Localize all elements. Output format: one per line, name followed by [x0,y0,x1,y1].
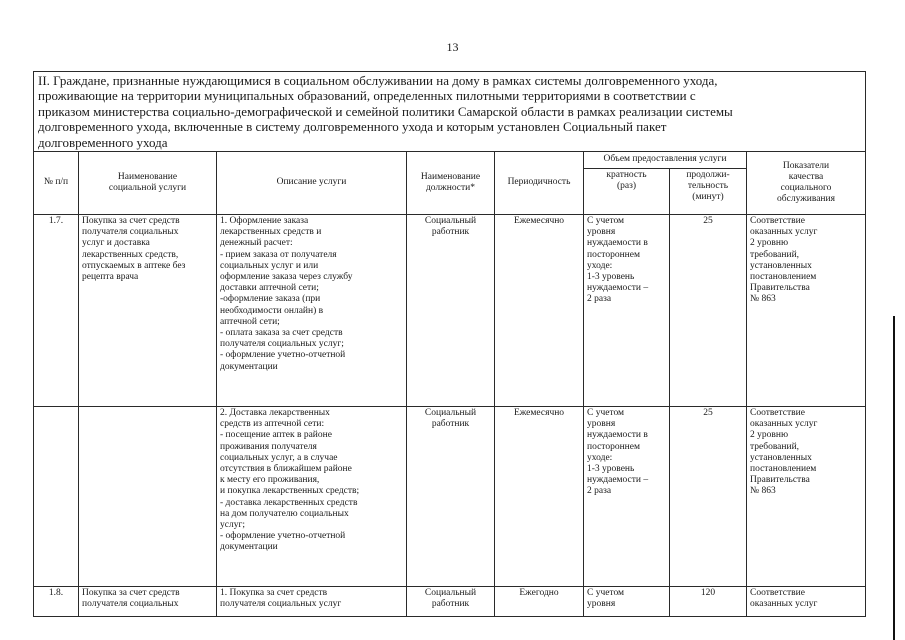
row-periodicity: Ежемесячно [495,407,584,587]
cell-text-line: 2. Доставка лекарственных [220,408,330,419]
cell-text-line: на дом получателю социальных [220,508,349,519]
cell-text-line: 2 раза [587,294,612,305]
cell-text-line: - оплата заказа за счет средств [220,328,343,339]
cell-text-line: Правительства [750,283,810,294]
cell-text-line: установленных [750,260,812,271]
cell-text-line: 1-3 уровень [587,464,635,475]
cell-text-line: 1. Покупка за счет средств [220,588,328,599]
cell-text-line: средств из аптечной сети: [220,419,325,430]
header-service-name [79,152,217,215]
section-title-line: долговременного ухода [38,134,168,150]
cell-text-line: - оформление учетно-отчетной [220,350,346,361]
header-duration-line: продолжи- [686,170,730,181]
cell-text-line: постороннем [587,249,640,260]
cell-text-line: Соответствие [750,588,805,599]
cell-text-line: получателя социальных услуг [220,599,342,610]
cell-text-line: - оформление учетно-отчетной [220,531,346,542]
row-periodicity: Ежегодно [495,587,584,617]
cell-text-line: № 863 [750,486,776,497]
cell-text-line: Социальный [424,588,477,599]
cell-text-line: -оформление заказа (при [220,294,321,305]
row-description [217,407,407,587]
cell-text-line: работник [431,419,470,430]
cell-text-line: социальных услуг и или [220,260,319,271]
cell-text-line: Социальный [424,408,477,419]
header-num: № п/п [34,152,79,215]
cell-text-line: к месту его проживания, [220,475,320,486]
cell-text-line: лекарственных средств и [220,227,322,238]
section-title [34,72,866,152]
cell-text-line: отпускаемых в аптеке без [82,260,186,271]
header-quality-line: социального [780,183,832,194]
page-number: 13 [446,40,459,54]
cell-text-line: установленных [750,452,812,463]
cell-text-line: проживания получателя [220,441,317,452]
cell-text-line: рецепта врача [82,272,139,283]
services-table [33,71,866,617]
table-row [34,587,866,617]
row-frequency [584,407,670,587]
header-periodicity: Периодичность [495,152,584,215]
cell-text-line: получателя социальных [82,227,179,238]
cell-text-line: требований, [750,249,800,260]
header-quality-line: обслуживания [777,194,835,205]
cell-text-line: документации [220,361,278,372]
header-frequency [584,169,670,215]
cell-text-line: оказанных услуг [750,227,818,238]
row-num: 1.8. [34,587,79,617]
cell-text-line: оформление заказа через службу [220,272,353,283]
cell-text-line: 1-3 уровень [587,272,635,283]
header-quality-line: Показатели [782,160,830,171]
cell-text-line: оказанных услуг [750,599,818,610]
row-duration: 25 [670,215,747,407]
cell-text-line: услуг и доставка [82,238,150,249]
cell-text-line: работник [431,227,470,238]
cell-text-line: уходе: [587,260,613,271]
cell-text-line: Социальный [424,216,477,227]
table-row [34,215,866,407]
cell-text-line: уровня [587,599,616,610]
cell-text-line: доставки аптечной сети; [220,283,319,294]
header-quality-line: качества [788,171,824,182]
cell-text-line: лекарственных средств, [82,249,179,260]
cell-text-line: получателя социальных [82,599,179,610]
row-quality [747,587,866,617]
row-num: 1.7. [34,215,79,407]
header-duration-line: (минут) [692,192,724,203]
scan-margin-line [893,316,895,640]
section-title-row [34,72,866,152]
row-duration: 25 [670,407,747,587]
cell-text-line: С учетом [587,216,625,227]
section-title-line: долговременного ухода, включенные в систему долговременного ухода и которым установлен Социальный пакет [38,119,667,135]
cell-text-line: необходимости онлайн) в [220,305,324,316]
row-quality [747,215,866,407]
cell-text-line: 2 раза [587,486,612,497]
row-frequency [584,215,670,407]
header-service-name-line: Наименование [117,171,178,182]
cell-text-line: услуг; [220,520,245,531]
row-position [407,215,495,407]
section-title-line: проживающие на территории муниципальных образований, определенных пилотными территориями в соответствии с [38,88,696,104]
row-duration: 120 [670,587,747,617]
cell-text-line: документации [220,542,278,553]
cell-text-line: - доставка лекарственных средств [220,497,358,508]
cell-text-line: уровня [587,227,616,238]
row-periodicity: Ежемесячно [495,215,584,407]
header-frequency-line: (раз) [616,181,637,192]
row-description [217,587,407,617]
cell-text-line: постороннем [587,441,640,452]
cell-text-line: оказанных услуг [750,419,818,430]
cell-text-line: уходе: [587,452,613,463]
cell-text-line: Покупка за счет средств [82,588,180,599]
cell-text-line: нуждаемости – [587,475,649,486]
cell-text-line: 1. Оформление заказа [220,216,309,227]
cell-text-line: Покупка за счет средств [82,216,180,227]
cell-text-line: нуждаемости в [587,430,648,441]
cell-text-line: нуждаемости – [587,283,649,294]
header-frequency-line: кратность [606,170,647,181]
cell-text-line: Соответствие [750,216,805,227]
row-service-name [79,407,217,587]
header-row [34,152,866,169]
row-frequency [584,587,670,617]
cell-text-line: уровня [587,419,616,430]
cell-text-line: - прием заказа от получателя [220,249,337,260]
table-row [34,407,866,587]
section-title-line: II. Граждане, признанные нуждающимися в социальном обслуживании на дому в рамках системы долговременного ухода, [38,73,718,88]
header-volume: Объем предоставления услуги [584,152,747,169]
section-title-line: приказом министерства социально-демографической и семейной политики Самарской области в рамках реализации системы [38,103,733,119]
cell-text-line: социальных услуг, а в случае [220,452,338,463]
header-quality [747,152,866,215]
row-service-name [79,215,217,407]
row-quality [747,407,866,587]
cell-text-line: 2 уровню [750,430,789,441]
cell-text-line: нуждаемости в [587,238,648,249]
row-position [407,587,495,617]
row-position [407,407,495,587]
header-duration-line: тельность [687,181,729,192]
cell-text-line: получателя социальных услуг; [220,339,344,350]
cell-text-line: денежный расчет: [220,238,293,249]
header-duration [670,169,747,215]
cell-text-line: работник [431,599,470,610]
cell-text-line: С учетом [587,588,625,599]
cell-text-line: - посещение аптек в районе [220,430,332,441]
header-position-line: должности* [425,183,476,194]
row-num [34,407,79,587]
cell-text-line: аптечной сети; [220,316,280,327]
cell-text-line: постановлением [750,272,817,283]
cell-text-line: отсутствия в ближайшем районе [220,464,352,475]
cell-text-line: и покупка лекарственных средств; [220,486,360,497]
cell-text-line: требований, [750,441,800,452]
header-position [407,152,495,215]
cell-text-line: С учетом [587,408,625,419]
row-service-name [79,587,217,617]
cell-text-line: № 863 [750,294,776,305]
row-description [217,215,407,407]
cell-text-line: постановлением [750,464,817,475]
cell-text-line: Соответствие [750,408,805,419]
cell-text-line: 2 уровню [750,238,789,249]
header-service-name-line: социальной услуги [108,183,187,194]
cell-text-line: Правительства [750,475,810,486]
header-position-line: Наименование [420,171,481,182]
header-description: Описание услуги [217,152,407,215]
